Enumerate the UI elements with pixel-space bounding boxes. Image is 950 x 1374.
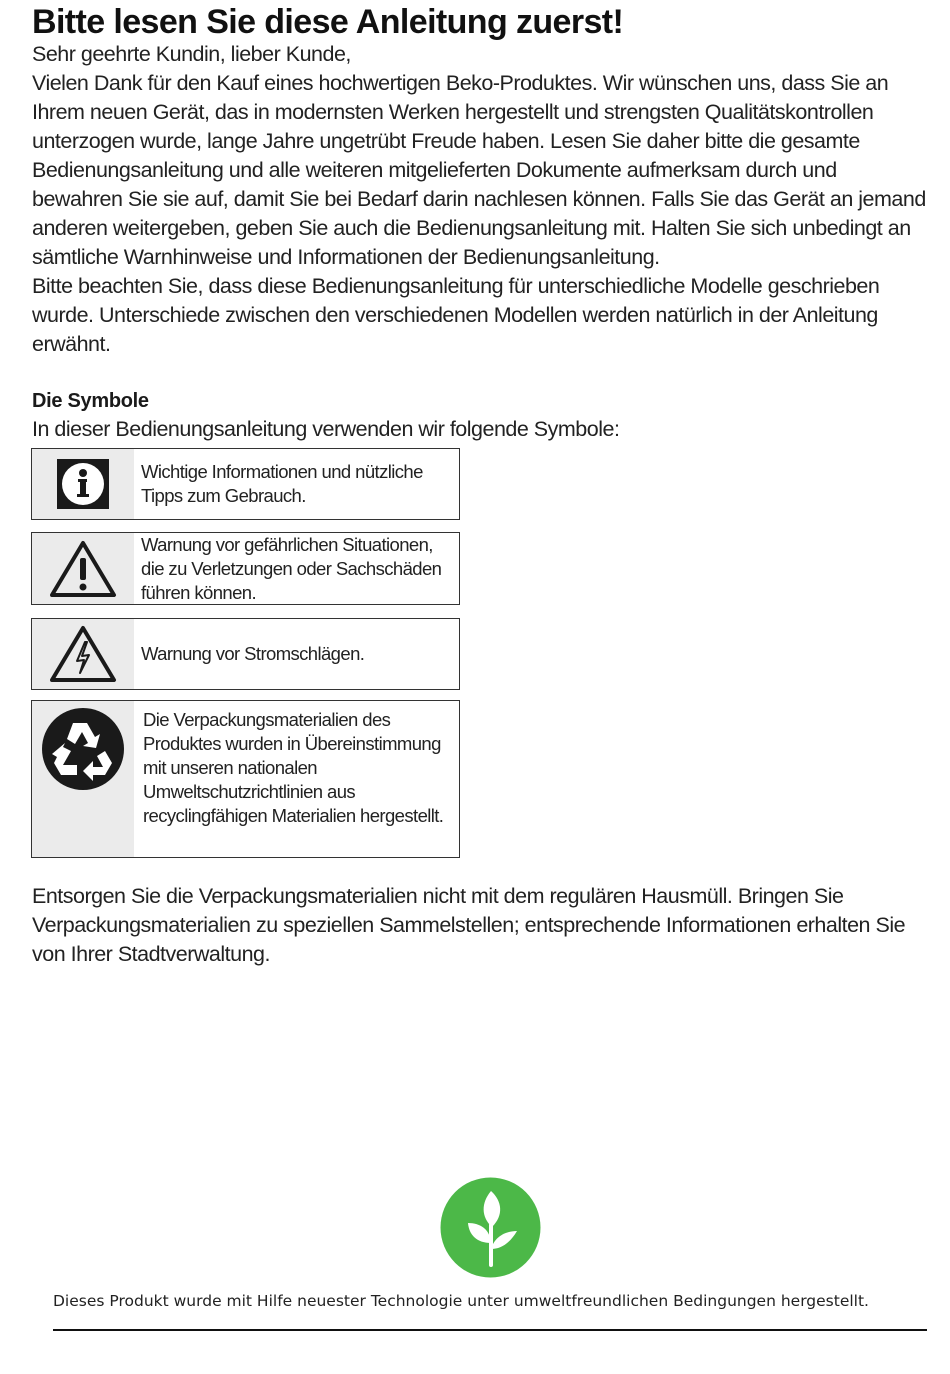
recycling-icon [32,701,134,857]
intro-paragraph-2: Bitte beachten Sie, dass diese Bedienungsanleitung für unterschiedliche Modelle geschrieben wurde. Unterschiede zwischen den verschiedenen Modellen werden natürlich in der Anleitung erwähnt. [32,274,880,356]
info-icon [32,449,134,519]
page-title: Bitte lesen Sie diese Anleitung zuerst! [32,3,624,41]
intro-section [32,40,927,359]
symbol-text-recycling: Die Verpackungsmaterialien des Produktes wurden in Übereinstimmung mit unseren nationalen Umweltschutzrichtlinien aus recyclingfähigen Materialien hergestellt. [143,709,444,826]
symbols-intro: In dieser Bedienungsanleitung verwenden wir folgende Symbole: [32,417,620,441]
leaf-eco-icon [440,1177,541,1278]
symbol-box-info [31,448,460,520]
symbol-box-electric-shock [31,618,460,690]
footer-text: Dieses Produkt wurde mit Hilfe neuester Technologie unter umweltfreundlichen Bedingungen hergestellt. [53,1292,869,1310]
symbol-box-recycling [31,700,460,858]
symbol-text-warning: Warnung vor gefährlichen Situationen, die zu Verletzungen oder Sachschäden führen können. [141,533,442,603]
symbol-text-info: Wichtige Informationen und nützliche Tipps zum Gebrauch. [141,461,423,506]
symbol-box-warning [31,532,460,605]
intro-greeting: Sehr geehrte Kundin, lieber Kunde, [32,42,351,66]
intro-paragraph-1: Vielen Dank für den Kauf eines hochwertigen Beko-Produktes. Wir wünschen uns, dass Sie an Ihrem neuen Gerät, das in modernsten Werken hergestellt und strengsten Qualitätskontrollen unterzogen wurde, lange Jahre ungetrübt Freude haben. Lesen Sie daher bitte die gesamte Bedienungsanleitung und alle weiteren mitgelieferten Dokumente aufmerksam durch und bewahren Sie sie auf, damit Sie bei Bedarf darin nachlesen können. Falls Sie das Gerät an jemand anderen weitergeben, geben Sie auch die Bedienungsanleitung mit. Halten Sie sich unbedingt an sämtliche Warnhinweise und Informationen der Bedienungsanleitung. [32,71,926,269]
symbols-heading: Die Symbole [32,390,149,412]
electric-shock-warning-icon [32,619,134,689]
warning-icon [32,533,134,604]
symbol-text-electric-shock: Warnung vor Stromschlägen. [141,643,365,664]
footer-divider [53,1329,927,1331]
disposal-paragraph: Entsorgen Sie die Verpackungsmaterialien nicht mit dem regulären Hausmüll. Bringen Sie Verpackungsmaterialien zu speziellen Sammelstellen; entsprechende Informationen erhalten Sie von Ihrer Stadtverwaltung. [32,884,906,966]
